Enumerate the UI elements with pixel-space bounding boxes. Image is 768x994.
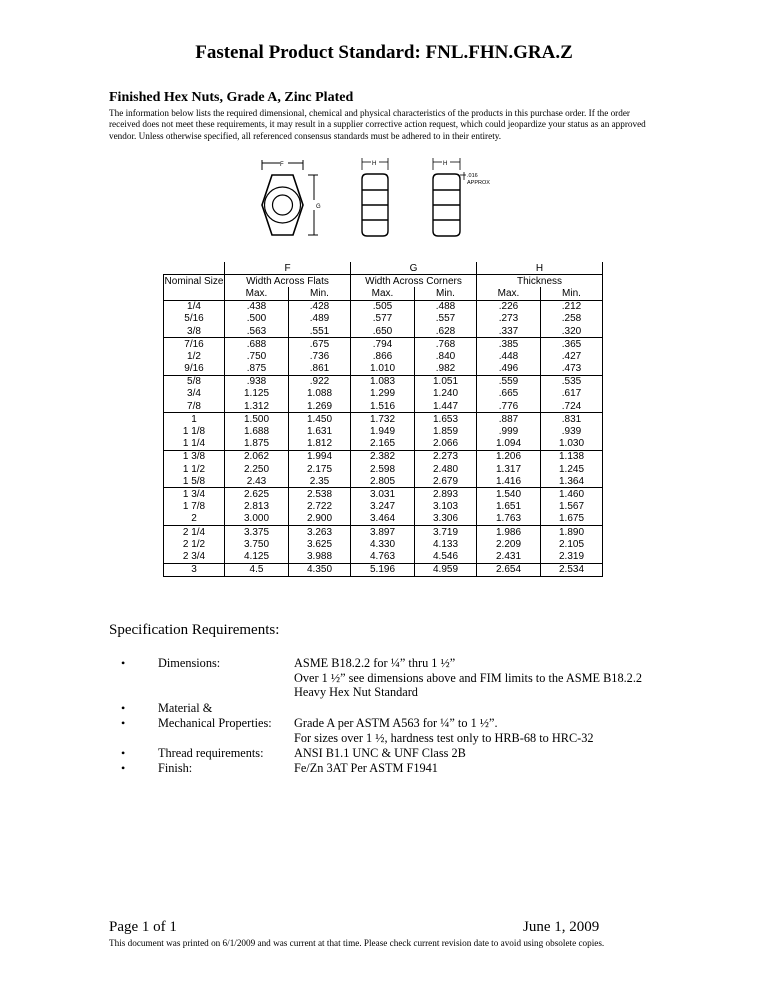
cell-g-max: 1.299 — [351, 388, 415, 400]
nut-side-view — [362, 158, 388, 236]
cell-g-max: 4.763 — [351, 550, 415, 563]
cell-h-min: .212 — [541, 300, 603, 313]
mechanical-line-1: Grade A per ASTM A563 for ¼” to 1 ½”. — [294, 716, 498, 730]
cell-size: 3/8 — [164, 325, 225, 338]
header-thickness: Thickness — [477, 275, 603, 288]
cell-f-min: 1.450 — [289, 413, 351, 426]
mechanical-value — [294, 716, 594, 745]
cell-h-max: .448 — [477, 350, 541, 362]
cell-h-min: 1.567 — [541, 501, 603, 513]
cell-h-max: 1.416 — [477, 475, 541, 488]
thread-value: ANSI B1.1 UNC & UNF Class 2B — [294, 746, 466, 760]
header-blank-size — [164, 287, 225, 300]
cell-h-max: 2.209 — [477, 538, 541, 550]
table-row — [164, 313, 603, 325]
table-row — [164, 525, 603, 538]
cell-h-max: .385 — [477, 338, 541, 351]
table-row — [164, 300, 603, 313]
intro-paragraph: The information below lists the required dimensional, chemical and physical characteristics of the products in this purchase order. If the order received does not meet these requirements, it may result in a supplier corrective action request, which could jeopardize your status as an approved vendor. Unless otherwise specified, all referenced consensus standards must be adhered to in their entirety. — [109, 108, 646, 141]
cell-h-max: .273 — [477, 313, 541, 325]
table-row — [164, 550, 603, 563]
cell-g-max: 2.805 — [351, 475, 415, 488]
cell-g-max: 2.382 — [351, 450, 415, 463]
cell-f-min: .675 — [289, 338, 351, 351]
cell-g-min: 1.447 — [415, 400, 477, 413]
cell-size: 1 5/8 — [164, 475, 225, 488]
cell-h-max: .559 — [477, 375, 541, 388]
cell-size: 2 1/4 — [164, 525, 225, 538]
cell-h-min: 1.138 — [541, 450, 603, 463]
cell-f-min: 2.722 — [289, 501, 351, 513]
cell-f-min: 2.175 — [289, 463, 351, 475]
cell-h-max: 1.540 — [477, 488, 541, 501]
drawing-label-h2: H — [443, 161, 448, 167]
cell-h-min: 2.105 — [541, 538, 603, 550]
cell-size: 1 — [164, 413, 225, 426]
cell-f-max: .938 — [225, 375, 289, 388]
cell-size: 7/16 — [164, 338, 225, 351]
header-f-max: Max. — [225, 287, 289, 300]
cell-h-max: .496 — [477, 363, 541, 376]
cell-h-min: 1.030 — [541, 438, 603, 451]
table-row — [164, 375, 603, 388]
cell-h-max: .665 — [477, 388, 541, 400]
nut-top-view — [262, 160, 321, 235]
header-nominal-size: Nominal Size — [164, 275, 224, 287]
cell-g-max: 1.083 — [351, 375, 415, 388]
cell-h-max: 2.654 — [477, 563, 541, 576]
cell-f-min: 1.994 — [289, 450, 351, 463]
cell-size: 7/8 — [164, 400, 225, 413]
cell-f-max: .563 — [225, 325, 289, 338]
header-h-letter: H — [477, 262, 603, 275]
cell-f-min: 1.269 — [289, 400, 351, 413]
table-row — [164, 350, 603, 362]
bullet-dimensions: • — [121, 656, 126, 670]
cell-h-min: 1.675 — [541, 513, 603, 526]
nut-side-view-detail — [433, 158, 490, 236]
cell-f-max: 2.625 — [225, 488, 289, 501]
cell-g-min: .768 — [415, 338, 477, 351]
cell-f-min: .861 — [289, 363, 351, 376]
cell-size: 1 1/2 — [164, 463, 225, 475]
cell-size: 1 3/4 — [164, 488, 225, 501]
cell-h-max: 1.094 — [477, 438, 541, 451]
cell-f-min: .551 — [289, 325, 351, 338]
cell-h-min: 1.460 — [541, 488, 603, 501]
drawing-note-line1: .016 — [467, 173, 478, 179]
cell-g-max: .866 — [351, 350, 415, 362]
cell-h-min: .939 — [541, 425, 603, 437]
table-row — [164, 488, 603, 501]
cell-h-max: 1.986 — [477, 525, 541, 538]
table-body — [164, 300, 603, 576]
table-header-maxmin — [164, 287, 603, 300]
table-row — [164, 325, 603, 338]
cell-size: 5/8 — [164, 375, 225, 388]
cell-h-min: 1.364 — [541, 475, 603, 488]
cell-g-max: .794 — [351, 338, 415, 351]
cell-h-max: 1.651 — [477, 501, 541, 513]
header-blank — [164, 262, 225, 275]
cell-f-max: 3.000 — [225, 513, 289, 526]
header-h-max: Max. — [477, 287, 541, 300]
cell-g-min: 2.893 — [415, 488, 477, 501]
cell-g-min: 3.719 — [415, 525, 477, 538]
cell-g-max: 4.330 — [351, 538, 415, 550]
cell-g-max: 1.010 — [351, 363, 415, 376]
cell-g-max: 3.464 — [351, 513, 415, 526]
cell-h-min: 1.245 — [541, 463, 603, 475]
table-row — [164, 463, 603, 475]
cell-f-min: 3.263 — [289, 525, 351, 538]
cell-f-max: 1.312 — [225, 400, 289, 413]
cell-h-max: .226 — [477, 300, 541, 313]
cell-g-max: .577 — [351, 313, 415, 325]
cell-g-min: 3.306 — [415, 513, 477, 526]
cell-g-max: 3.247 — [351, 501, 415, 513]
cell-f-max: 2.43 — [225, 475, 289, 488]
table-row — [164, 450, 603, 463]
spec-heading: Specification Requirements: — [109, 622, 280, 638]
cell-h-max: 2.431 — [477, 550, 541, 563]
cell-size: 9/16 — [164, 363, 225, 376]
cell-f-min: 4.350 — [289, 563, 351, 576]
cell-size: 1 1/8 — [164, 425, 225, 437]
cell-size: 3/4 — [164, 388, 225, 400]
thread-label: Thread requirements: — [158, 746, 264, 760]
cell-f-max: 1.125 — [225, 388, 289, 400]
cell-size: 1 3/8 — [164, 450, 225, 463]
cell-g-min: 2.679 — [415, 475, 477, 488]
table-row — [164, 363, 603, 376]
table-row — [164, 388, 603, 400]
cell-f-min: 1.812 — [289, 438, 351, 451]
footer-date: June 1, 2009 — [523, 919, 600, 935]
table-row — [164, 475, 603, 488]
cell-f-max: .688 — [225, 338, 289, 351]
cell-g-max: 2.165 — [351, 438, 415, 451]
cell-f-min: 2.900 — [289, 513, 351, 526]
cell-h-min: .427 — [541, 350, 603, 362]
drawing-note-line2: APPROX — [467, 180, 490, 186]
cell-h-min: .320 — [541, 325, 603, 338]
drawing-label-g: G — [316, 204, 321, 210]
header-g-letter: G — [351, 262, 477, 275]
cell-g-min: .982 — [415, 363, 477, 376]
cell-f-min: 1.088 — [289, 388, 351, 400]
cell-f-max: 3.750 — [225, 538, 289, 550]
cell-g-min: 1.653 — [415, 413, 477, 426]
cell-h-max: .887 — [477, 413, 541, 426]
table-row — [164, 438, 603, 451]
cell-g-min: 4.546 — [415, 550, 477, 563]
drawing-label-h1: H — [372, 161, 377, 167]
cell-f-max: 1.500 — [225, 413, 289, 426]
cell-f-max: 2.813 — [225, 501, 289, 513]
cell-h-max: .999 — [477, 425, 541, 437]
cell-h-min: 1.890 — [541, 525, 603, 538]
header-g-max: Max. — [351, 287, 415, 300]
cell-f-min: .922 — [289, 375, 351, 388]
cell-size: 2 — [164, 513, 225, 526]
cell-h-min: 2.319 — [541, 550, 603, 563]
cell-f-min: 1.631 — [289, 425, 351, 437]
dimensions-line-1: ASME B18.2.2 for ¼” thru 1 ½” — [294, 656, 456, 670]
cell-f-max: 1.688 — [225, 425, 289, 437]
finish-value: Fe/Zn 3AT Per ASTM F1941 — [294, 761, 438, 775]
table-row — [164, 425, 603, 437]
cell-size: 1 1/4 — [164, 438, 225, 451]
footer-page-number: Page 1 of 1 — [109, 919, 177, 935]
header-width-across-flats: Width Across Flats — [225, 275, 351, 288]
cell-g-max: 2.598 — [351, 463, 415, 475]
mechanical-line-2: For sizes over 1 ½, hardness test only to HRB-68 to HRC-32 — [294, 730, 594, 745]
cell-h-min: .617 — [541, 388, 603, 400]
cell-f-max: .750 — [225, 350, 289, 362]
cell-g-min: 1.051 — [415, 375, 477, 388]
drawing-label-f: F — [280, 162, 284, 168]
cell-g-min: .628 — [415, 325, 477, 338]
cell-size: 1/2 — [164, 350, 225, 362]
table-row — [164, 501, 603, 513]
bullet-finish: • — [121, 761, 126, 775]
cell-f-max: .438 — [225, 300, 289, 313]
cell-f-max: 1.875 — [225, 438, 289, 451]
table-row — [164, 563, 603, 576]
cell-f-max: 2.062 — [225, 450, 289, 463]
cell-h-min: .365 — [541, 338, 603, 351]
cell-g-min: .840 — [415, 350, 477, 362]
table-row — [164, 513, 603, 526]
table-header-names — [164, 275, 603, 288]
cell-g-min: 2.066 — [415, 438, 477, 451]
cell-size: 2 1/2 — [164, 538, 225, 550]
cell-g-max: .650 — [351, 325, 415, 338]
cell-g-min: 4.959 — [415, 563, 477, 576]
cell-h-min: 2.534 — [541, 563, 603, 576]
cell-h-min: .473 — [541, 363, 603, 376]
header-width-across-corners: Width Across Corners — [351, 275, 477, 288]
cell-f-max: .500 — [225, 313, 289, 325]
table-row — [164, 338, 603, 351]
material-label: Material & — [158, 701, 213, 715]
cell-h-max: .337 — [477, 325, 541, 338]
cell-h-max: 1.206 — [477, 450, 541, 463]
cell-size: 2 3/4 — [164, 550, 225, 563]
dimensions-line-3: Heavy Hex Nut Standard — [294, 685, 418, 699]
cell-g-max: 5.196 — [351, 563, 415, 576]
cell-f-min: .736 — [289, 350, 351, 362]
header-h-min: Min. — [541, 287, 603, 300]
cell-f-min: 3.625 — [289, 538, 351, 550]
cell-g-max: 1.732 — [351, 413, 415, 426]
dimensions-label: Dimensions: — [158, 656, 221, 670]
cell-g-min: .557 — [415, 313, 477, 325]
cell-g-max: 3.031 — [351, 488, 415, 501]
cell-f-max: .875 — [225, 363, 289, 376]
cell-g-min: 1.240 — [415, 388, 477, 400]
header-f-letter: F — [225, 262, 351, 275]
cell-g-min: 2.273 — [415, 450, 477, 463]
bullet-material: • — [121, 701, 126, 715]
cell-f-max: 4.5 — [225, 563, 289, 576]
cell-size: 5/16 — [164, 313, 225, 325]
table-header-letters — [164, 262, 603, 275]
cell-h-min: .535 — [541, 375, 603, 388]
cell-size: 1/4 — [164, 300, 225, 313]
dimension-table — [163, 262, 603, 577]
cell-h-min: .258 — [541, 313, 603, 325]
mechanical-label: Mechanical Properties: — [158, 716, 272, 730]
header-f-min: Min. — [289, 287, 351, 300]
cell-f-min: .428 — [289, 300, 351, 313]
cell-f-min: 2.538 — [289, 488, 351, 501]
bullet-thread: • — [121, 746, 126, 760]
cell-h-min: .724 — [541, 400, 603, 413]
cell-f-min: .489 — [289, 313, 351, 325]
dimensions-value — [294, 656, 642, 700]
cell-h-max: 1.317 — [477, 463, 541, 475]
cell-f-min: 3.988 — [289, 550, 351, 563]
cell-g-max: .505 — [351, 300, 415, 313]
cell-size: 1 7/8 — [164, 501, 225, 513]
finish-label: Finish: — [158, 761, 193, 775]
cell-g-min: 3.103 — [415, 501, 477, 513]
header-g-min: Min. — [415, 287, 477, 300]
document-subtitle: Finished Hex Nuts, Grade A, Zinc Plated — [109, 90, 354, 105]
cell-g-max: 1.949 — [351, 425, 415, 437]
cell-f-max: 2.250 — [225, 463, 289, 475]
cell-g-max: 3.897 — [351, 525, 415, 538]
cell-g-min: .488 — [415, 300, 477, 313]
cell-g-min: 4.133 — [415, 538, 477, 550]
cell-g-max: 1.516 — [351, 400, 415, 413]
cell-g-min: 2.480 — [415, 463, 477, 475]
bullet-mechanical: • — [121, 716, 126, 730]
cell-h-min: .831 — [541, 413, 603, 426]
cell-h-max: .776 — [477, 400, 541, 413]
cell-size: 3 — [164, 563, 225, 576]
table-row — [164, 413, 603, 426]
document-title: Fastenal Product Standard: FNL.FHN.GRA.Z — [195, 42, 573, 63]
table-row — [164, 538, 603, 550]
cell-h-max: 1.763 — [477, 513, 541, 526]
dimensions-line-2: Over 1 ½” see dimensions above and FIM limits to the ASME B18.2.2 — [294, 670, 643, 685]
cell-f-max: 4.125 — [225, 550, 289, 563]
cell-g-min: 1.859 — [415, 425, 477, 437]
cell-f-min: 2.35 — [289, 475, 351, 488]
cell-f-max: 3.375 — [225, 525, 289, 538]
table-row — [164, 400, 603, 413]
footer-note: This document was printed on 6/1/2009 and was current at that time. Please check current revision date to avoid using obsolete copies. — [109, 938, 605, 948]
hex-nut-drawing — [250, 155, 520, 245]
